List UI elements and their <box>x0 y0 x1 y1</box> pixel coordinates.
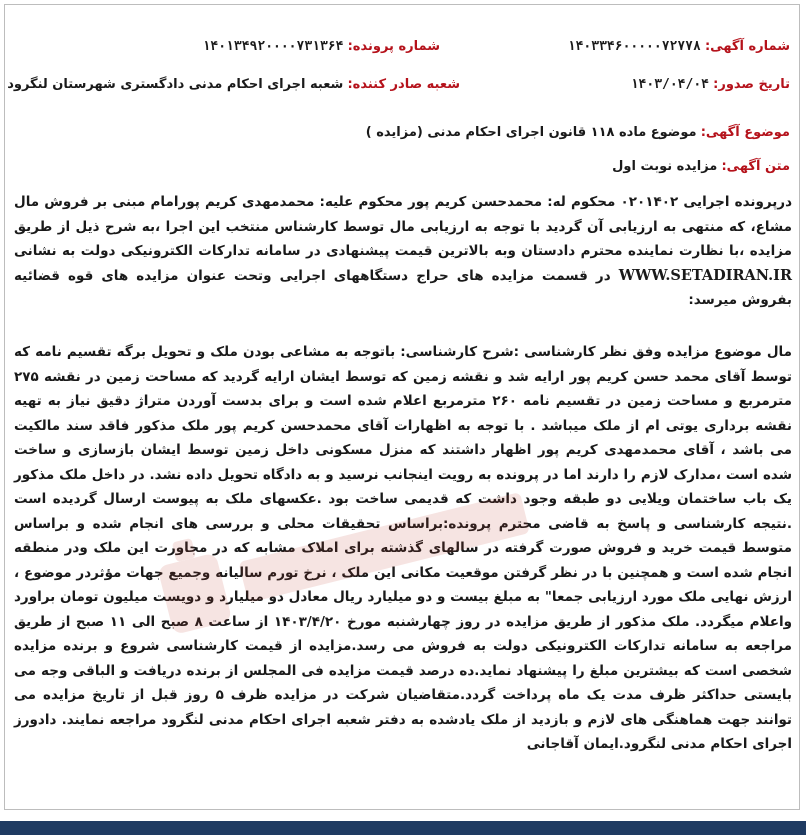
intro-text-part2: در قسمت مزایده های حراج دستگاههای اجرایی وتحت عنوان مزایده های قوه قضائیه بفروش میرسد: <box>14 267 792 308</box>
footer-band <box>0 821 806 835</box>
intro-text-part1: درپرونده اجرایی ۰۲۰۱۴۰۲ محکوم له: محمدحسن کریم پور محکوم علیه: محمدمهدی کریم پورامام مبنی بر فروش مال مشاع، که منتهی به ارزیابی آن گردید با توجه به ارزیابی مال توسط کارشناس منتخب این اجرا ،به شرح ذیل از طریق مزایده ،با نظارت نماینده محترم دادستان وبه بالاترین قیمت پیشنهادی در سامانه تدارکات الکترونیکی دولت به نشانی <box>14 194 793 259</box>
subject-value: موضوع ماده ۱۱۸ قانون اجرای احکام مدنی (مزایده ) <box>365 125 697 140</box>
issuer-row <box>7 76 460 94</box>
case-number-label: شماره پرونده: <box>347 39 440 54</box>
subject-label: موضوع آگهی: <box>700 125 790 140</box>
case-number-value: ۱۴۰۱۳۴۹۲۰۰۰۰۷۳۱۳۶۴ <box>202 39 344 54</box>
text-heading-label: متن آگهی: <box>721 159 790 174</box>
text-heading-row <box>612 158 790 176</box>
case-number-row <box>203 38 440 56</box>
setadiran-link[interactable]: WWW.SETADIRAN.IR <box>618 266 793 284</box>
body-text: مال موضوع مزایده وفق نظر کارشناسی :شرح کارشناسی: باتوجه به مشاعی بودن ملک و تحویل برگه تقسیم نامه که توسط آقای محمد حسن کریم پور ارایه شد و نقشه زمین که توسط ایشان ارایه گردید که مساحت زمین در نقشه ۲۷۵ مترمربع و مساحت زمین در تقسیم نامه ۲۶۰ مترمربع اعلام شده است و برای بدست آوردن متراژ دقیق نیاز به تهیه نقشه برداری یوتی ام از ملک میباشد . با توجه به اظهارات آقای محمدحسن کریم پور ملک مذکور فاقد سند مالکیت می باشد ، آقای محمدمهدی کریم پور اظهار داشتند که منزل مسکونی داخل زمین توسط ایشان بازسازی و ساخت شده است ،مدارک لازم را دارند اما در پرونده به رویت اینجانب نرسید و به دادگاه تحویل داده نشد. در داخل ملک مذکور یک باب ساختمان ویلایی دو طبقه وجود داشت که قدیمی ساخت بود .عکسهای ملک به پیوست ارسال گردیده است .نتیجه کارشناسی و پاسخ به قاضی محترم پرونده:براساس تحقیقات محلی و بررسی های انجام شده و براساس متوسط قیمت خرید و فروش صورت گرفته در سالهای گذشته برای املاک مشابه که در مجاورت این ملک ودر منطقه انجام شده است و همچنین با در نظر گرفتن موقعیت مکانی این ملک ، نرخ تورم سالیانه وجمیع جهات مؤثردر موضوع ، ارزش نهایی ملک مورد ارزیابی جمعا" به مبلغ بیست و دو میلیارد ریال معادل دو میلیارد و دویست میلیون تومان براورد واعلام میگردد. ملک مذکور از طریق مزایده در روز چهارشنبه مورخ ۱۴۰۳/۴/۲۰ از ساعت ۸ صبح الی ۱۱ صبح از طریق مراجعه به سامانه تدارکات الکترونیکی دولت به فروش می رسد.مزایده از قیمت کارشناسی شروع و برنده مزایده شخصی است که بیشترین مبلغ را پیشنهاد نماید.ده درصد قیمت مزایده فی المجلس از برنده دریافت و الباقی وجه می بایستی حداکثر ظرف مدت یک ماه پرداخت گردد.متقاضیان شرکت در مزایده ظرف ۵ روز قبل از تاریخ مزایده می توانند جهت هماهنگی های لازم و بازدید از ملک یادشده به دفتر شعبه اجرای احکام مدنی لنگرود مراجعه نمایند. دادورز اجرای احکام مدنی لنگرود.ایمان آقاجانی <box>14 344 792 752</box>
ad-number-label: شماره آگهی: <box>704 39 790 54</box>
text-heading-value: مزایده نوبت اول <box>612 159 718 174</box>
issue-date-value: ۱۴۰۳/۰۴/۰۴ <box>630 77 709 92</box>
issue-date-label: تاریخ صدور: <box>713 77 790 92</box>
notice-paragraph-body <box>14 340 792 757</box>
notice-paragraph-intro <box>14 190 792 313</box>
ad-number-row <box>568 38 790 56</box>
issuer-value: شعبه اجرای احکام مدنی دادگستری شهرستان لنگرود <box>7 77 344 92</box>
issuer-label: شعبه صادر کننده: <box>347 77 460 92</box>
subject-row <box>366 124 790 142</box>
issue-date-row <box>631 76 790 94</box>
ad-number-value: ۱۴۰۳۳۴۶۰۰۰۰۰۷۲۷۷۸ <box>567 39 701 54</box>
